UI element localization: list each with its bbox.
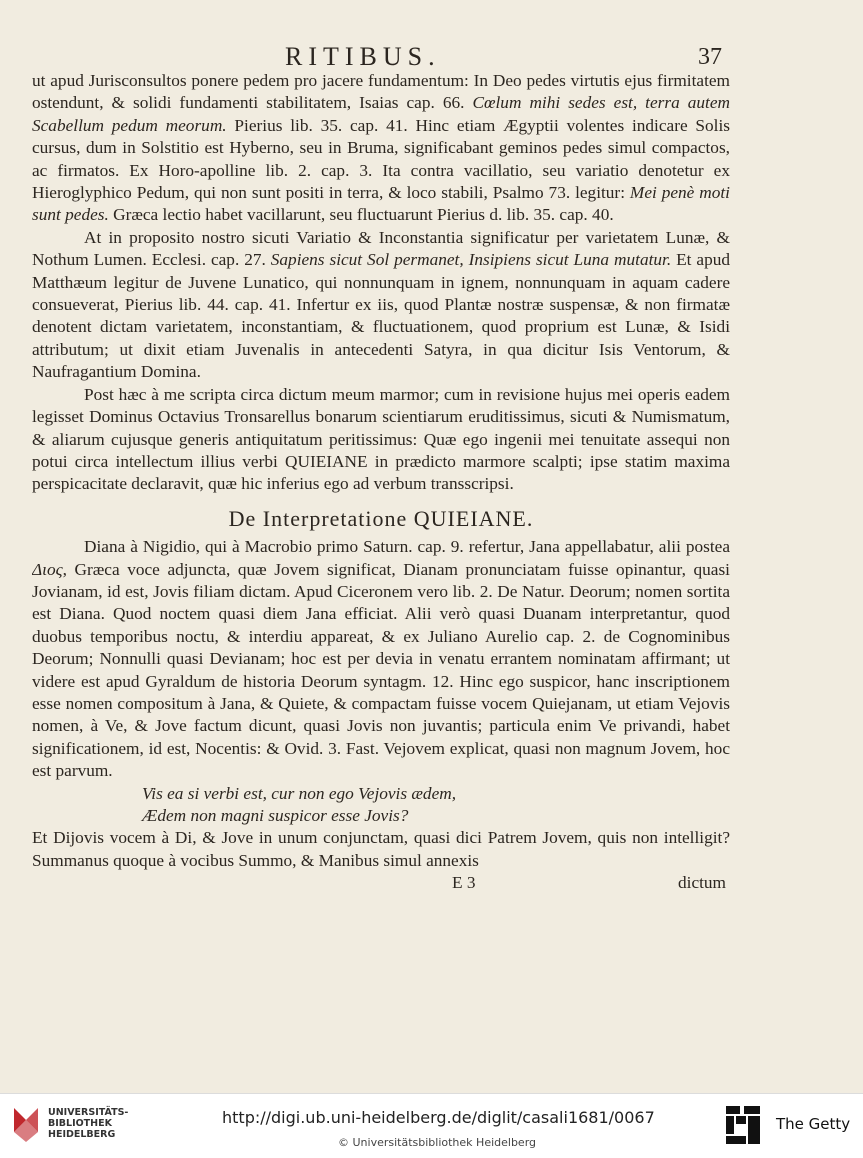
greek-word: Διος	[32, 559, 63, 579]
permalink-url[interactable]: http://digi.ub.uni-heidelberg.de/diglit/casali1681/0067	[222, 1108, 655, 1127]
quote-ecclesiasticus: Sapiens sicut Sol permanet, Insipiens sicut Luna mutatur.	[270, 250, 672, 270]
running-head-title: RITIBUS.	[285, 42, 441, 71]
getty-name: The Getty	[776, 1115, 851, 1133]
body-text	[32, 70, 730, 1090]
signature-line	[32, 872, 730, 896]
catchword: dictum	[678, 873, 726, 893]
quote-isaiah: Cœlum mihi sedes est, terra autem Scabellum pedum meorum.	[32, 93, 730, 135]
copyright-notice: © Universitätsbibliothek Heidelberg	[338, 1136, 537, 1149]
verse-line-2: Ædem non magni suspicor esse Jovis?	[142, 806, 409, 825]
signature-mark: E 3	[452, 873, 476, 893]
paragraph-3: Post hæc à me scripta circa dictum meum marmor; cum in revisione hujus mei operis eadem legisset Dominus Octavius Tronsarellus bonarum scientiarum eruditissimus, sicuti & Numismatum, & aliarum cujusque generis antiquitatum peritissimus: Quæ ego ingenii mei tenuitate assequi non potui circa intellectum illius verbi QUIEIANE in prædicto marmore scalpti; ipse statim maxima perspicacitate declaravit, quæ hic inferius ego ad verbum transscripsi.	[32, 384, 730, 494]
ub-heidelberg-logo[interactable]	[10, 1104, 210, 1148]
ub-heidelberg-name: UNIVERSITÄTS- BIBLIOTHEK HEIDELBERG	[48, 1107, 129, 1140]
paragraph-1: ut apud Jurisconsultos ponere pedem pro jacere fundamentum: In Deo pedes virtutis ejus firmitatem ostendunt, & solidi fundamenti stabilitatem, Isaias cap. 66. Cœlum mihi sedes est, terra autem Scabellum pedum meorum. Pierius lib. 35. cap. 41. Hinc etiam Ægyptii volentes indicare Solis cursus, dum in Solstitio est Hyberno, seu in Bruma, significabant geminos pedes simul compactos, ac firmatos. Ex Horo-apolline lib. 2. cap. 3. Ita contra vacillatio, seu variatio denotetur ex Hieroglyphico Pedum, qui non sunt positi in terra, & loco stabili, Psalmo 73. legitur: Mei penè moti sunt pedes. Græca lectio habet vacillarunt, seu fluctuarunt Pierius d. lib. 35. cap. 40.	[32, 71, 730, 225]
paragraph-2: At in proposito nostro sicuti Variatio & Inconstantia significatur per varietatem Lunæ, & Nothum Lumen. Ecclesi. cap. 27. Sapiens sicut Sol permanet, Insipiens sicut Luna mutatur. Et apud Matthæum legitur de Juvene Lunatico, qui nonnunquam in ignem, nonnunquam in aquam cadere consueverat, Pierius lib. 44. cap. 41. Infertur ex iis, quod Plantæ nostræ suspensæ, & non firmatæ denotent dictam varietatem, inconstantiam, & fluctuationem, quod proprium est Lunæ, & Isidi attributum; ut dixit etiam Juvenalis in antecedenti Satyra, in qua dicitur Isis Ventorum, & Naufragantium Domina.	[32, 227, 730, 382]
viewer-footer	[0, 1093, 863, 1158]
paragraph-5: Et Dijovis vocem à Di, & Jove in unum conjunctam, quasi dici Patrem Jovem, quis non intelligit? Summanus quoque à vocibus Summo, & Manibus simul annexis	[32, 828, 730, 870]
ub-heidelberg-icon	[10, 1104, 42, 1144]
getty-icon	[726, 1106, 760, 1144]
section-title: De Interpretatione QUIEIANE.	[228, 505, 534, 531]
quote-psalm: Mei penè moti sunt pedes.	[32, 183, 730, 225]
paragraph-4: Diana à Nigidio, qui à Macrobio primo Saturn. cap. 9. refertur, Jana appellabatur, alii postea Διος, Græca voce adjuncta, quæ Jovem significat, Dianam pronunciatam fuisse opinantur, quasi Jovianam, id est, Jovis filiam dictam. Apud Ciceronem vero lib. 2. De Natur. Deorum; nomen sortita est Diana. Quod noctem quasi diem Jana efficiat. Alii verò quasi Duanam interpretantur, quod duobus temporibus noctu, & interdiu appareat, & ex Juliano Aurelio cap. 2. de Cognominibus Deorum; Nonnulli quasi Devianam; hoc est per devia in venatu errantem nominatam affirmant; ut videre est apud Gyraldum de historia Deorum syntagm. 12. Hinc ego suspicor, hanc inscriptionem esse nomen compositum à Jana, & Quiete, & compactam fuisse vocem Quiejanam, ut etiam Vejovis nomen, à Ve, & Jove factum dicunt, quasi Jovis non juvantis; particula enim Ve privandi, habet significationem, id est, Nocentis: & Ovid. 3. Fast. Vejovem explicat, quasi non magnum Jovem, hoc est parvum.	[32, 537, 730, 781]
getty-logo[interactable]	[726, 1106, 856, 1146]
verse-line-1: Vis ea si verbi est, cur non ego Vejovis ædem,	[142, 783, 457, 803]
page-number: 37	[698, 44, 722, 70]
